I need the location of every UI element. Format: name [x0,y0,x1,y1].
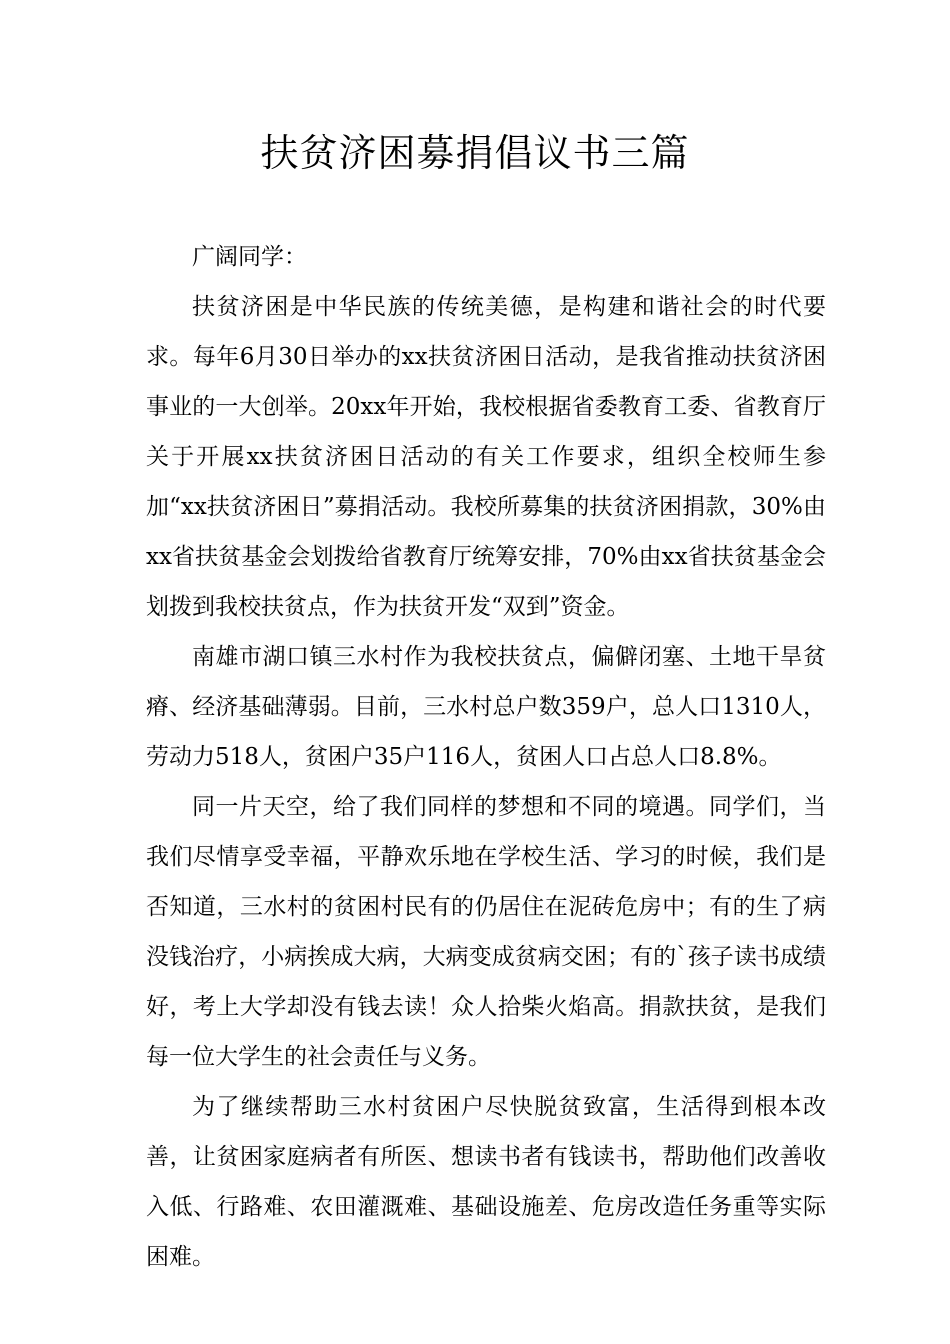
document-body [146,232,826,1282]
paragraph-1: 扶贫济困是中华民族的传统美德，是构建和谐社会的时代要求。每年6月30日举办的xx扶贫济困日活动，是我省推动扶贫济困事业的一大创举。20xx年开始，我校根据省委教育工委、省教育厅关于开展xx扶贫济困日活动的有关工作要求，组织全校师生参加“xx扶贫济困日”募捐活动。我校所募集的扶贫济困捐款，30%由xx省扶贫基金会划拨给省教育厅统筹安排，70%由xx省扶贫基金会划拨到我校扶贫点，作为扶贫开发“双到”资金。 [146,294,826,620]
paragraph-2: 南雄市湖口镇三水村作为我校扶贫点，偏僻闭塞、土地干旱贫瘠、经济基础薄弱。目前，三水村总户数359户，总人口1310人，劳动力518人，贫困户35户116人，贫困人口占总人口8.8%。 [146,644,826,770]
greeting: 广阔同学： [192,244,307,270]
paragraph-4: 为了继续帮助三水村贫困户尽快脱贫致富，生活得到根本改善，让贫困家庭病者有所医、想读书者有钱读书，帮助他们改善收入低、行路难、农田灌溉难、基础设施差、危房改造任务重等实际困难。 [146,1094,826,1270]
paragraph-3: 同一片天空，给了我们同样的梦想和不同的境遇。同学们，当我们尽情享受幸福，平静欢乐地在学校生活、学习的时候，我们是否知道，三水村的贫困村民有的仍居住在泥砖危房中；有的生了病没钱治疗，小病挨成大病，大病变成贫病交困；有的`孩子读书成绩好，考上大学却没有钱去读！众人拾柴火焰高。捐款扶贫，是我们每一位大学生的社会责任与义务。 [146,794,826,1070]
document-title: 扶贫济困募捐倡议书三篇 [260,131,690,175]
